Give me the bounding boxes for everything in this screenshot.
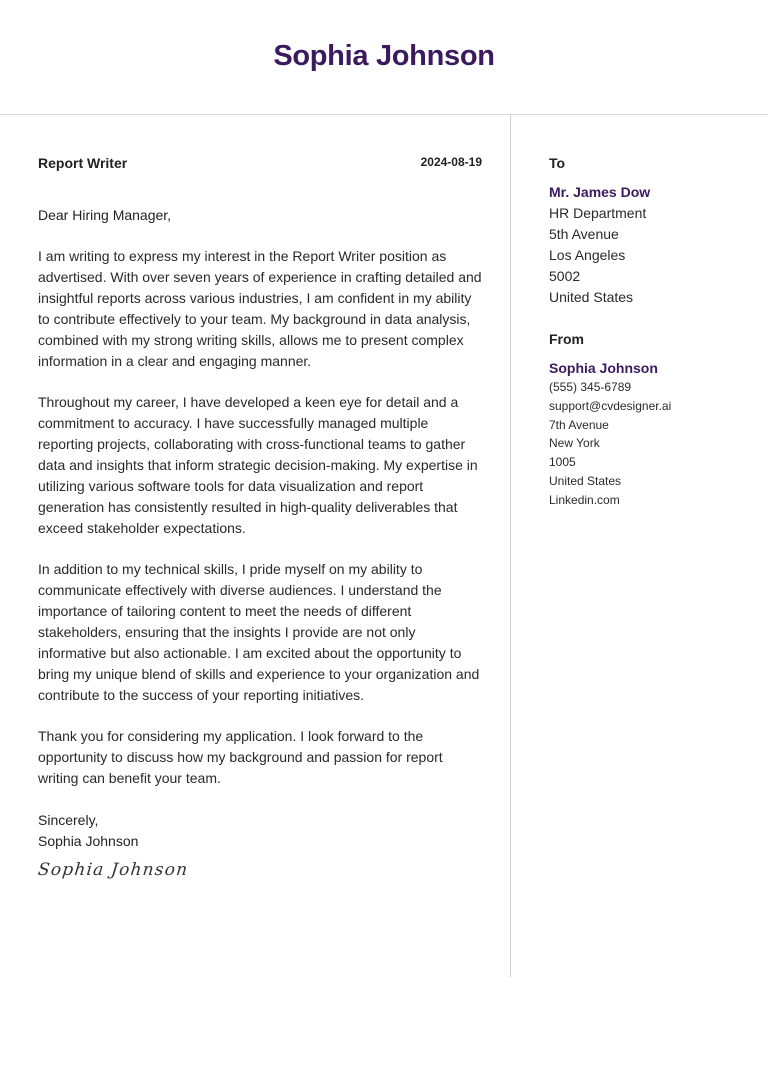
position-title: Report Writer [38,155,128,171]
letter-date: 2024-08-19 [420,155,482,169]
closing [38,810,482,852]
signer-name: Sophia Johnson [38,833,139,849]
header-divider [0,114,768,115]
letter-body [38,153,482,880]
recipient-city: Los Angeles [549,247,626,263]
paragraph: I am writing to express my interest in the Report Writer position as advertised. With over seven years of experience in crafting detailed and insightful reports across various industries, I am confident in my ability to contribute effectively to your team. My background in data analysis, combined with my strong writing skills, allows me to present complex information in a clear and engaging manner. [38,248,482,369]
letter-header [0,0,768,114]
recipient-department: HR Department [549,205,647,221]
column-divider [510,115,511,977]
sender-email: support@cvdesigner.ai [549,398,672,413]
sender-name: Sophia Johnson [549,360,658,376]
sender-city: New York [549,436,600,451]
from-label: From [549,331,584,347]
paragraph: Throughout my career, I have developed a keen eye for detail and a commitment to accuracy. I have successfully managed multiple reporting projects, collaborating with cross-functional teams to gather data and insights that inform strategic decision-making. My expertise in utilizing various software tools for data visualization and report generation has consistently resulted in high-quality deliverables that exceed stakeholder expectations. [38,394,478,536]
recipient-name: Mr. James Dow [549,184,651,200]
sender-phone: (555) 345-6789 [549,380,632,394]
paragraph: In addition to my technical skills, I pride myself on my ability to communicate effectively with diverse audiences. I understand the importance of tailoring content to meet the needs of different stakeholders, ensuring that the insights I provide are not only informative but also actionable. I am excited about the opportunity to bring my unique blend of skills and experience to your organization and contribute to the success of your reporting initiatives. [38,561,480,703]
closing-phrase: Sincerely, [38,812,99,828]
sender-country: United States [549,473,622,488]
letter-meta [38,153,482,173]
recipient-street: 5th Avenue [549,226,619,242]
address-sidebar [549,153,749,510]
sender-linkedin: Linkedin.com [549,492,620,507]
recipient-country: United States [549,289,634,305]
to-label: To [549,155,566,171]
applicant-name: Sophia Johnson [273,40,495,72]
signature: Sophia Johnson [36,860,190,880]
paragraph: Thank you for considering my application. I look forward to the opportunity to discuss how my background and passion for report writing can benefit your team. [38,728,443,786]
sender-street: 7th Avenue [549,417,609,432]
greeting: Dear Hiring Manager, [38,207,172,223]
sender-postcode: 1005 [549,455,576,470]
recipient-postcode: 5002 [549,268,581,284]
